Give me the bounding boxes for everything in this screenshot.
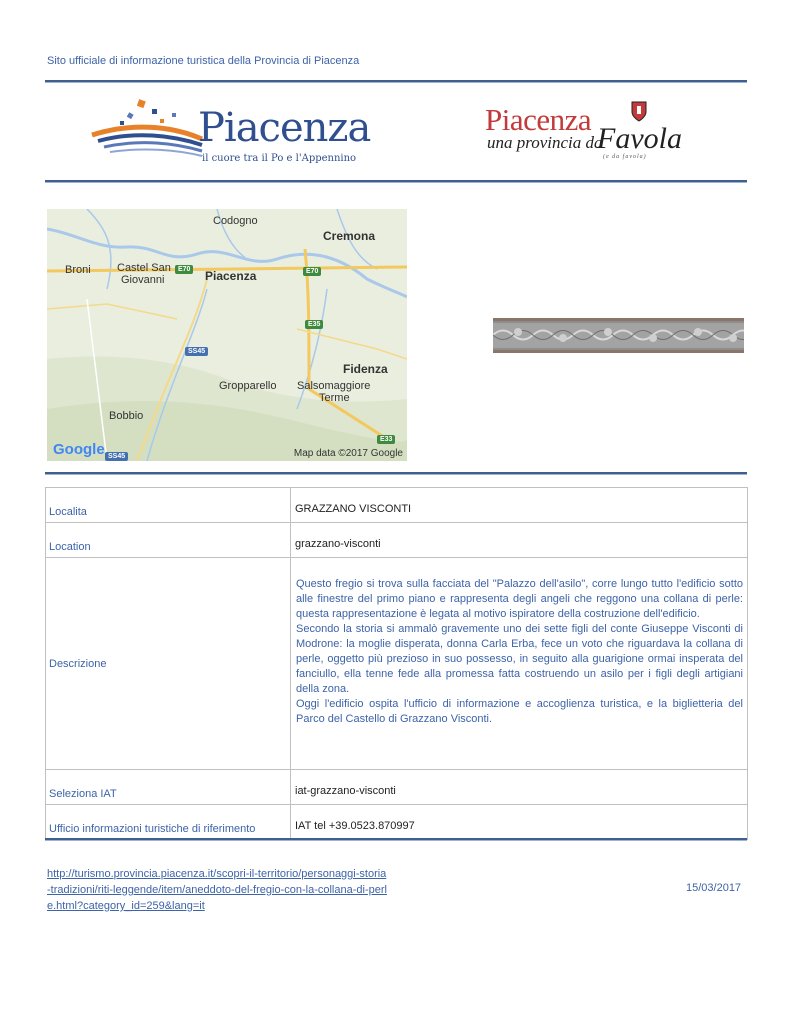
map-label-gropparello: Gropparello (219, 380, 277, 392)
descrizione-paragraph: Oggi l'edificio ospita l'ufficio di informazione e accoglienza turistica, e la biglietteria del Parco del Castello di Grazzano Visconti. (296, 698, 743, 725)
map-label-castel-san-giovanni: Castel San (117, 262, 171, 274)
table-row (46, 805, 748, 840)
logo-small-text: (e da favola) (603, 154, 647, 160)
divider-logos (45, 180, 747, 183)
seleziona-iat-value: iat-grazzano-visconti (291, 770, 748, 805)
site-title: Sito ufficiale di informazione turistica della Provincia di Piacenza (47, 55, 360, 67)
location-label: Location (46, 523, 291, 558)
map-shield-e70: E70 (303, 267, 321, 276)
table-row (46, 558, 748, 770)
map-label-terme: Terme (319, 392, 350, 404)
ufficio-value: IAT tel +39.0523.870997 (291, 805, 748, 840)
map-credit: Map data ©2017 Google (293, 448, 403, 459)
descrizione-paragraph: Questo fregio si trova sulla facciata del "Palazzo dell'asilo", corre lungo tutto l'edificio sotto alle finestre del primo piano e rappresenta degli angeli che reggono una collana di perle: questa rappresentazione è legata al motivo ispiratore della costruzione dell'edificio. (296, 578, 743, 620)
map-label-codogno: Codogno (213, 215, 258, 227)
map-label-castel-san-giovanni-2: Giovanni (121, 274, 165, 286)
location-value: grazzano-visconti (291, 523, 748, 558)
map-label-broni: Broni (65, 264, 91, 276)
seleziona-iat-label: Seleziona IAT (46, 770, 291, 805)
map-label-fidenza: Fidenza (343, 362, 388, 376)
descrizione-label: Descrizione (46, 558, 291, 770)
table-row (46, 488, 748, 523)
frieze-image (493, 318, 744, 353)
map-shield-e33: E33 (377, 435, 395, 444)
localita-label: Localita (46, 488, 291, 523)
map[interactable] (47, 209, 407, 461)
localita-value: GRAZZANO VISCONTI (291, 488, 748, 523)
map-label-piacenza: Piacenza (205, 269, 257, 283)
map-label-salsomaggiore: Salsomaggiore (297, 380, 371, 392)
logo-favola: Favola (597, 122, 682, 155)
piacenza-logo (90, 95, 371, 170)
table-row (46, 523, 748, 558)
descrizione-paragraph: Secondo la storia si ammalò gravemente uno dei sette figli del conte Giuseppe Visconti di Modrone: la moglie disperata, donna Carla Erba, fece un voto che riguardava la collana di perle, oggetto più prezioso in suo possesso, in seguito alla guarigione ormai insperata del fanciullo, ella tenne fede alla promessa fatta costruendo un asilo per i figli degli artigiani della zona. (296, 623, 743, 695)
map-label-cremona: Cremona (323, 229, 376, 243)
google-logo: Google (53, 441, 105, 458)
print-date: 15/03/2017 (686, 882, 742, 894)
map-shield-ss45: SS45 (105, 452, 128, 461)
logo-subtitle: una provincia da (487, 133, 603, 152)
frieze-pattern (493, 318, 744, 353)
logo-tagline: il cuore tra il Po e l'Appennino (202, 153, 357, 164)
map-shield-e35: E35 (305, 320, 323, 329)
map-label-bobbio: Bobbio (109, 410, 144, 422)
map-background (47, 209, 407, 461)
divider-footer (45, 838, 747, 841)
logo-word: Piacenza (198, 105, 371, 151)
logo-word: Piacenza (485, 102, 592, 137)
descrizione-value (291, 558, 748, 770)
table-row (46, 770, 748, 805)
divider-top (45, 80, 747, 83)
source-url-link[interactable]: http://turismo.provincia.piacenza.it/scopri-il-territorio/personaggi-storia-tradizioni/riti-leggende/item/aneddoto-del-fregio-con-la-collana-di-perle.html?category_id=259&lang=it (47, 868, 387, 912)
divider-table-top (45, 472, 747, 475)
piacenza-favola-logo (485, 100, 685, 172)
map-shield-ss45: SS45 (185, 347, 208, 356)
shield-icon (631, 100, 647, 122)
ufficio-label: Ufficio informazioni turistiche di riferimento (46, 805, 291, 840)
map-shield-e70: E70 (175, 265, 193, 274)
info-table (45, 487, 748, 840)
